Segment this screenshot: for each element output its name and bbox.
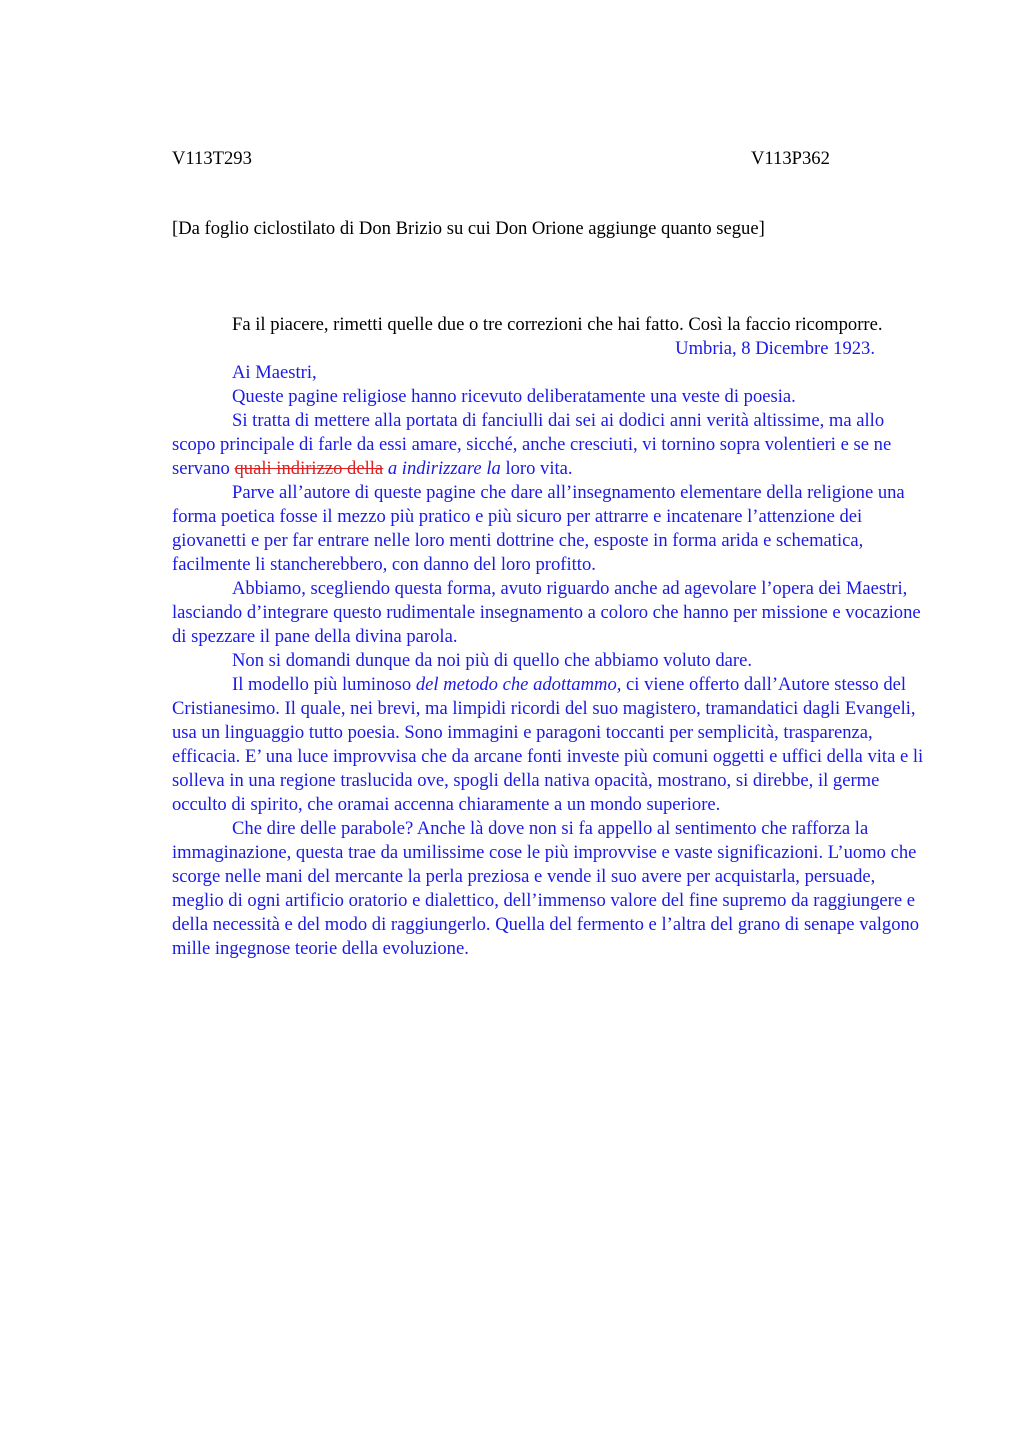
document-body	[172, 313, 924, 961]
letter-paragraph-6	[172, 673, 924, 817]
document-code-left: V113T293	[172, 148, 252, 169]
paragraph-6-italic: del metodo che adottammo,	[415, 674, 622, 695]
paragraph-3-text-b: con danno del loro profitto.	[387, 554, 596, 575]
paragraph-3-text-a: Parve all’autore di queste pagine che dare all’insegnamento elementare della religione una forma poetica fosse il mezzo più pratico e più sicuro per attrarre e incatenare l’attenzione dei giovanetti e per far entrare nelle loro menti dottrine che, esposte in forma arida e schematica, facilmente li stancherebbero	[172, 482, 905, 575]
letter-date: Umbria, 8 Dicembre 1923.	[675, 338, 875, 359]
editorial-note: [Da foglio ciclostilato di Don Brizio su cui Don Orione aggiunge quanto segue]	[172, 218, 765, 239]
struck-correction: quali indirizzo della	[234, 458, 384, 479]
letter-paragraph-3	[172, 481, 924, 577]
paragraph-2-text-b: loro vita.	[500, 458, 573, 479]
paragraph-2-text-a: Si tratta di mettere alla portata di fanciulli dai sei ai dodici anni verità altissime, ma allo scopo principale di farle da essi amare, sicché, anche cresciuti, vi tornino sopra volentieri e se ne servano	[172, 410, 892, 479]
document-code-right: V113P362	[751, 148, 830, 169]
handwritten-note: Fa il piacere, rimetti quelle due o tre correzioni che hai fatto. Così la faccio ricomporre.	[232, 314, 883, 335]
letter-paragraph-5: Non si domandi dunque da noi più di quello che abbiamo voluto dare.	[232, 650, 753, 671]
letter-paragraph-7: Che dire delle parabole? Anche là dove non si fa appello al sentimento che rafforza la immaginazione, questa trae da umilissime cose le più improvvise e vaste significazioni. L’uomo che scorge nelle mani del mercante la perla preziosa e vende il suo avere per acquistarla, persuade, meglio di ogni artificio oratorio e dialettico, dell’immenso valore del fine supremo da raggiungere e della necessità e del modo di raggiungerlo. Quella del fermento e l’altra del grano di senape valgono mille ingegnose teorie della evoluzione.	[172, 818, 920, 959]
letter-paragraph-4: Abbiamo, scegliendo questa forma, avuto riguardo anche ad agevolare l’opera dei Maestri, lasciando d’integrare questo rudimentale insegnamento a coloro che hanno per missione e vocazione di spezzare il pane della divina parola.	[172, 578, 921, 647]
letter-paragraph-2	[172, 409, 924, 481]
letter-paragraph-1: Queste pagine religiose hanno ricevuto deliberatamente una veste di poesia.	[232, 386, 796, 407]
letter-salutation: Ai Maestri,	[232, 362, 317, 383]
paragraph-6-text-a: Il modello più luminoso	[232, 674, 416, 695]
paragraph-6-text-b: ci viene offerto dall’Autore stesso del Cristianesimo. Il quale, nei brevi, ma limpidi ricordi del suo magistero, tramandatici dagli Evangeli, usa un linguaggio tutto poesia. Sono immagini e paragoni toccanti per semplicità, trasparenza, efficacia. E’ una luce improvvisa che da arcane fonti investe più comuni oggetti e uffici della vita e li solleva in una regione traslucida ove, spogli della nativa opacità, mostrano, si direbbe, il germe occulto di spirito, che oramai accenna chiaramente a un mondo superiore.	[172, 674, 924, 815]
paragraph-3-italic-comma: ,	[382, 554, 388, 575]
inserted-correction: a indirizzare la	[387, 458, 501, 479]
